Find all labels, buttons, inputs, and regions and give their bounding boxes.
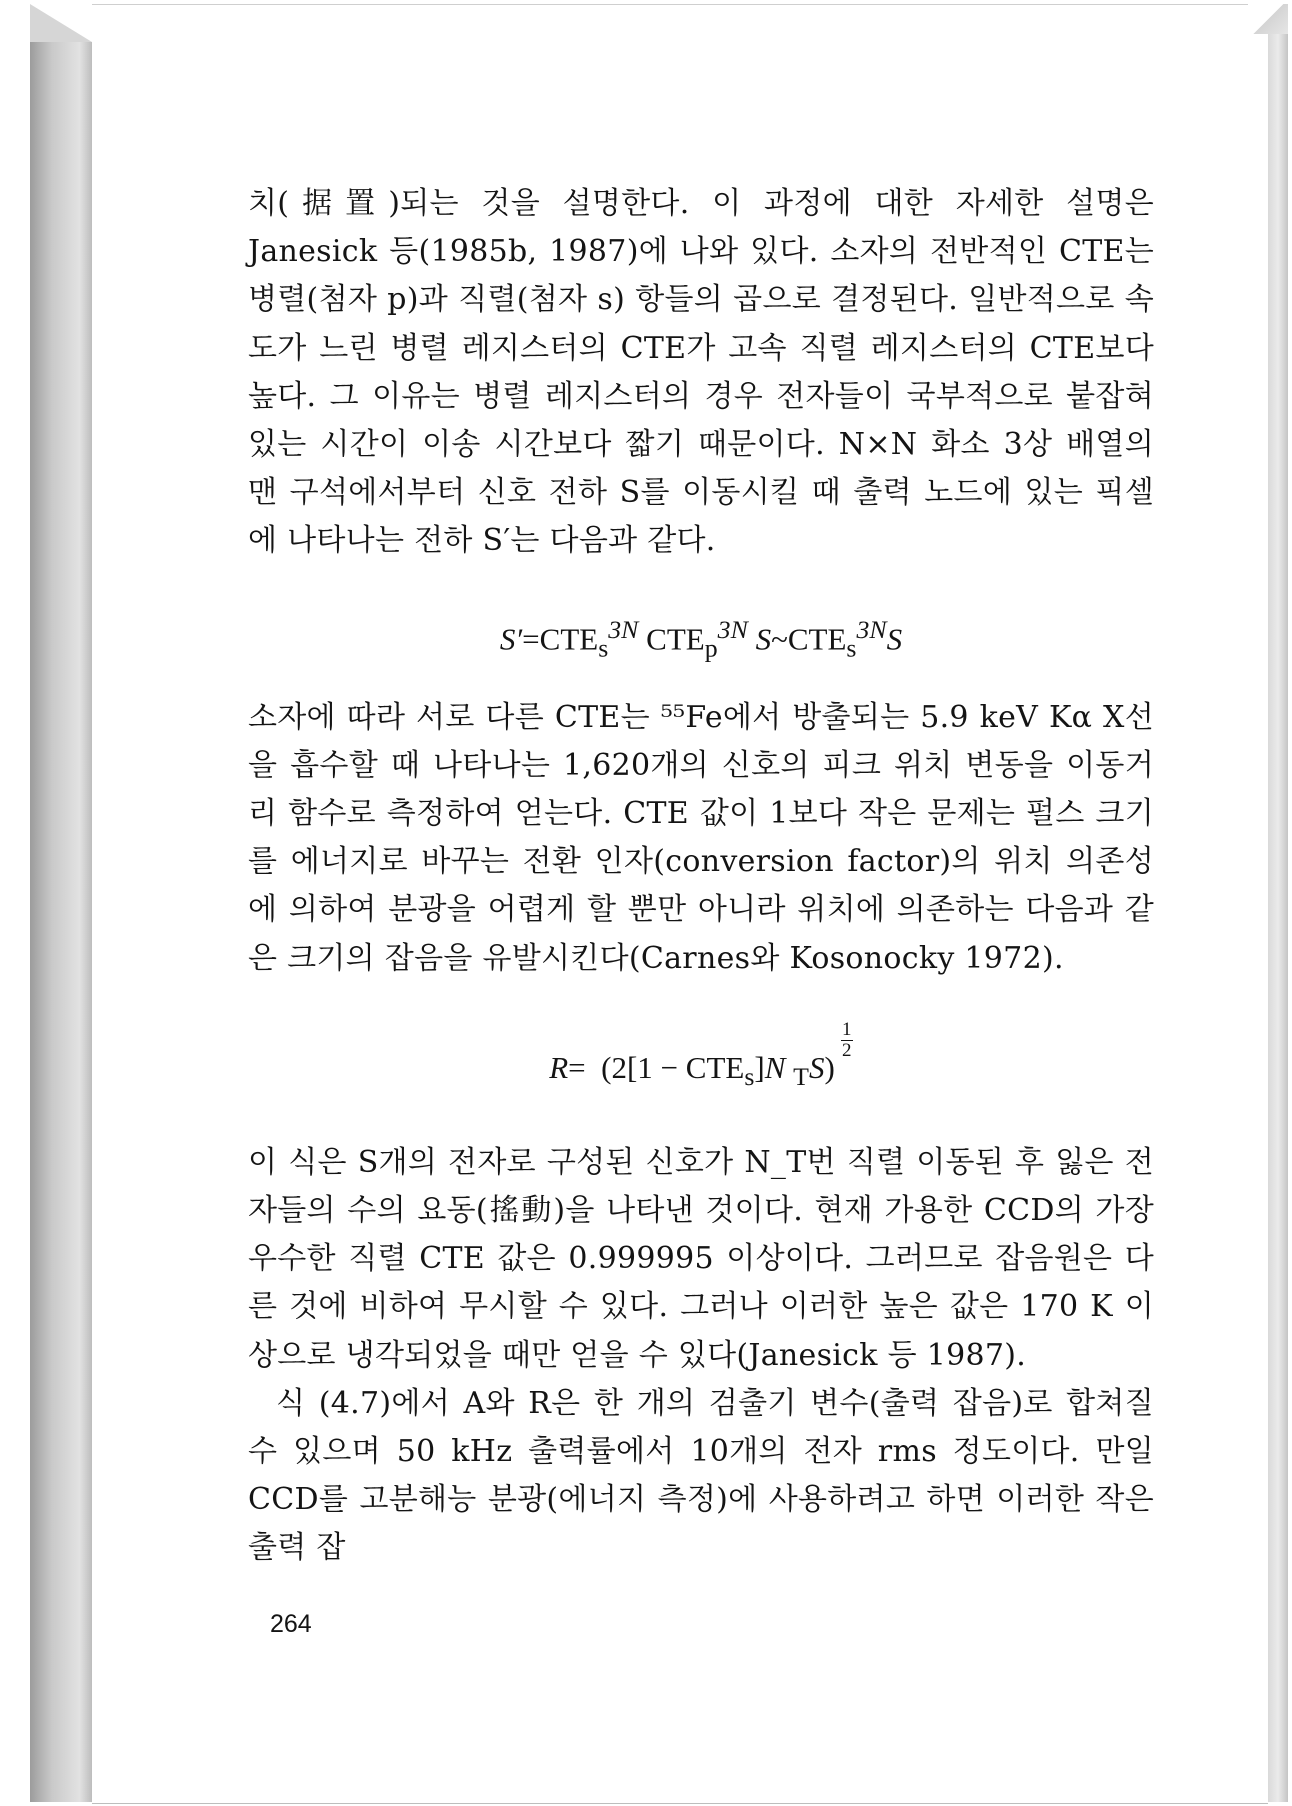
equation-noise: $R= (2[1 - CTE_s]N$ $_T$S) $\frac{1}{2}$	[549, 1018, 852, 1092]
page-edge	[1268, 4, 1288, 1802]
paragraph-1: 치(据置)되는 것을 설명한다. 이 과정에 대한 자세한 설명은 Janesick 등(1985b, 1987)에 나와 있다. 소자의 전반적인 CTE는 병렬(첨자 p)과 직렬(첨자 s) 항들의 곱으로 결정된다. 일반적으로 속도가 느린 병렬 레지스터의 CTE가 고속 직렬 레지스터의 CTE보다 높다. 그 이유는 병렬 레지스터의 경우 전자들이 국부적으로 붙잡혀 있는 시간이 이송 시간보다 짧기 때문이다. N×N 화소 3상 배열의 맨 구석에서부터 신호 전하 S를 이동시킬 때 출력 노드에 있는 픽셀에 나타나는 전하 S′는 다음과 같다.	[248, 186, 1154, 559]
paragraph-2: 소자에 따라 서로 다른 CTE는 ⁵⁵Fe에서 방출되는 5.9 keV Kα X선을 흡수할 때 나타나는 1,620개의 신호의 피크 위치 변동을 이동거리 함수로 측정하여 얻는다. CTE 값이 1보다 작은 문제는 펄스 크기를 에너지로 바꾸는 전환 인자(conversion factor)의 위치 의존성에 의하여 분광을 어렵게 할 뿐만 아니라 위치에 의존하는 다음과 같은 크기의 잡음을 유발시킨다(Carnes와 Kosonocky 1972).	[248, 699, 1154, 976]
page-corner	[1248, 4, 1288, 34]
page-content	[248, 180, 1154, 1573]
book-spine	[30, 42, 92, 1802]
page-number: 264	[270, 1610, 312, 1638]
book-spine-top	[30, 4, 92, 42]
exponent-fraction: $\frac{1}{2}$	[842, 1018, 852, 1061]
paragraph-4: 식 (4.7)에서 A와 R은 한 개의 검출기 변수(출력 잡음)로 합쳐질 수 있으며 50 kHz 출력률에서 10개의 전자 rms 정도이다. 만일 CCD를 고분해능 분광(에너지 측정)에 사용하려고 하면 이러한 작은 출력 잡	[248, 1385, 1154, 1566]
equation-cte: $S'=CTE_s^{3N}$ $CTE_p^{3N}$ $S\sim CTE_s^{3N}S$	[499, 614, 903, 663]
paragraph-3: 이 식은 S개의 전자로 구성된 신호가 N_T번 직렬 이동된 후 잃은 전자들의 수의 요동(搖動)을 나타낸 것이다. 현재 가용한 CCD의 가장 우수한 직렬 CTE 값은 0.999995 이상이다. 그러므로 잡음원은 다른 것에 비하여 무시할 수 있다. 그러나 이러한 높은 값은 170 K 이상으로 냉각되었을 때만 얻을 수 있다(Janesick 등 1987).	[248, 1144, 1154, 1373]
